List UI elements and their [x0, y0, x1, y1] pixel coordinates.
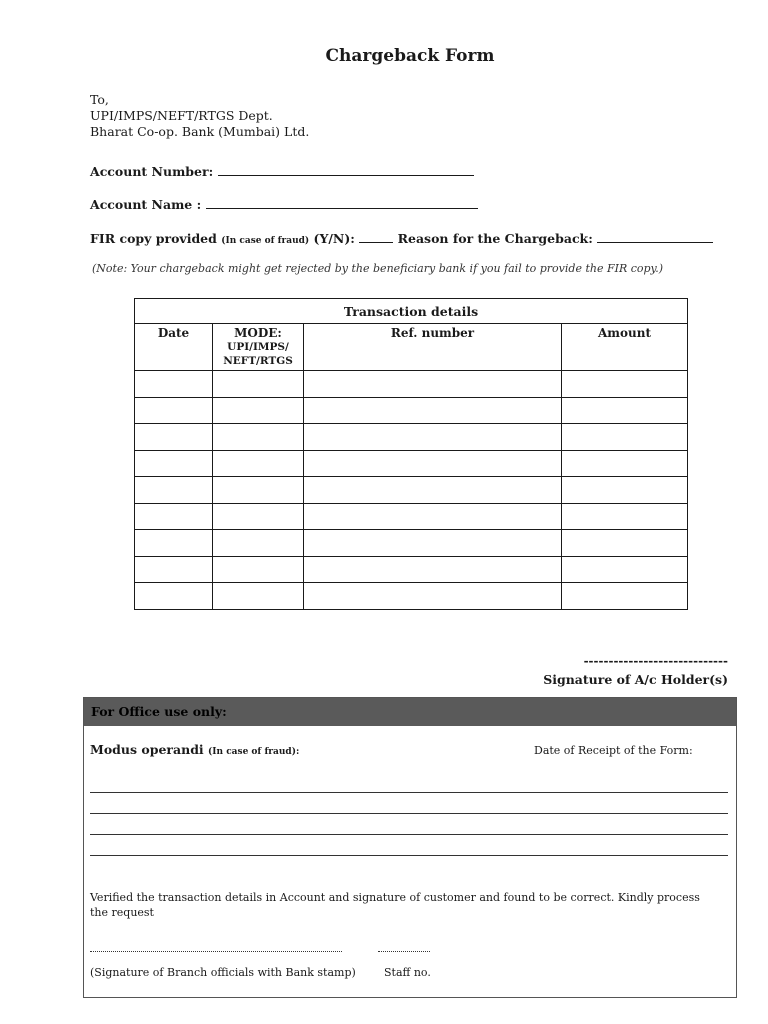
col-ref-number: Ref. number: [304, 324, 562, 371]
cell-amount[interactable]: [562, 371, 688, 398]
modus-line-1[interactable]: [90, 792, 728, 793]
transaction-rows: [135, 371, 688, 610]
cell-amount[interactable]: [562, 583, 688, 610]
cell-ref-number[interactable]: [304, 371, 562, 398]
staff-no-label: Staff no.: [384, 966, 431, 979]
cell-mode[interactable]: [213, 371, 304, 398]
col-mode-sub-1: UPI/IMPS/: [227, 341, 289, 353]
cell-mode[interactable]: [213, 397, 304, 424]
address-line-2: UPI/IMPS/NEFT/RTGS Dept.: [90, 108, 273, 123]
modus-label: Modus operandi: [90, 742, 204, 757]
cell-date[interactable]: [135, 477, 213, 504]
account-name-row: [90, 196, 478, 212]
cell-ref-number[interactable]: [304, 583, 562, 610]
cell-date[interactable]: [135, 371, 213, 398]
col-amount: Amount: [562, 324, 688, 371]
cell-mode[interactable]: [213, 530, 304, 557]
fir-fraud-note: (In case of fraud): [221, 236, 310, 246]
cell-mode[interactable]: [213, 424, 304, 451]
reason-input[interactable]: [597, 230, 713, 243]
table-row: [135, 371, 688, 398]
cell-mode[interactable]: [213, 477, 304, 504]
transaction-table-caption: Transaction details: [135, 299, 688, 324]
cell-date[interactable]: [135, 583, 213, 610]
cell-amount[interactable]: [562, 450, 688, 477]
signature-label: Signature of A/c Holder(s): [543, 672, 728, 687]
cell-date[interactable]: [135, 424, 213, 451]
account-name-input[interactable]: [206, 196, 478, 209]
office-use-header: For Office use only:: [84, 698, 736, 726]
cell-date[interactable]: [135, 450, 213, 477]
cell-ref-number[interactable]: [304, 530, 562, 557]
branch-signature-line[interactable]: [90, 951, 342, 952]
page-title: Chargeback Form: [325, 46, 495, 66]
cell-date[interactable]: [135, 397, 213, 424]
fir-note: (Note: Your chargeback might get rejected by the beneficiary bank if you fail to provide the FIR copy.): [92, 262, 664, 275]
table-row: [135, 583, 688, 610]
col-mode-sub-2: NEFT/RTGS: [223, 355, 293, 367]
cell-ref-number[interactable]: [304, 424, 562, 451]
modus-line-2[interactable]: [90, 813, 728, 814]
col-mode: [213, 324, 304, 371]
cell-amount[interactable]: [562, 503, 688, 530]
fir-row: [90, 230, 713, 246]
signature-line: -----------------------------: [583, 654, 728, 668]
cell-amount[interactable]: [562, 556, 688, 583]
table-row: [135, 397, 688, 424]
cell-mode[interactable]: [213, 583, 304, 610]
account-number-input[interactable]: [218, 163, 474, 176]
modus-operandi-label: [90, 742, 299, 757]
modus-colon: :: [295, 747, 300, 757]
fir-yn-input[interactable]: [359, 230, 393, 243]
cell-amount[interactable]: [562, 397, 688, 424]
cell-ref-number[interactable]: [304, 450, 562, 477]
table-row: [135, 530, 688, 557]
cell-mode[interactable]: [213, 503, 304, 530]
address-line-3: Bharat Co-op. Bank (Mumbai) Ltd.: [90, 124, 310, 139]
table-row: [135, 503, 688, 530]
modus-fraud-note: (In case of fraud): [208, 747, 296, 757]
cell-ref-number[interactable]: [304, 556, 562, 583]
table-row: [135, 450, 688, 477]
table-row: [135, 424, 688, 451]
recipient-address: [90, 92, 309, 140]
cell-date[interactable]: [135, 530, 213, 557]
modus-line-4[interactable]: [90, 855, 728, 856]
col-date: Date: [135, 324, 213, 371]
cell-ref-number[interactable]: [304, 477, 562, 504]
cell-date[interactable]: [135, 503, 213, 530]
account-number-label: Account Number:: [90, 164, 214, 179]
account-name-label: Account Name :: [90, 197, 202, 212]
cell-mode[interactable]: [213, 450, 304, 477]
reason-label: Reason for the Chargeback:: [397, 231, 593, 246]
fir-label: FIR copy provided: [90, 231, 217, 246]
cell-date[interactable]: [135, 556, 213, 583]
branch-signature-label: (Signature of Branch officials with Bank stamp): [90, 966, 356, 979]
table-row: [135, 556, 688, 583]
cell-amount[interactable]: [562, 424, 688, 451]
address-line-1: To,: [90, 92, 109, 107]
date-of-receipt-label: Date of Receipt of the Form:: [534, 744, 693, 757]
cell-ref-number[interactable]: [304, 503, 562, 530]
transaction-table: [134, 298, 688, 610]
cell-mode[interactable]: [213, 556, 304, 583]
fir-yn-label: (Y/N):: [313, 231, 355, 246]
account-number-row: [90, 163, 474, 179]
cell-ref-number[interactable]: [304, 397, 562, 424]
verification-statement: Verified the transaction details in Account and signature of customer and found to be correct. Kindly process the request: [90, 891, 700, 919]
office-use-section: [83, 697, 737, 998]
cell-amount[interactable]: [562, 477, 688, 504]
cell-amount[interactable]: [562, 530, 688, 557]
modus-line-3[interactable]: [90, 834, 728, 835]
staff-no-line[interactable]: [378, 951, 430, 952]
col-mode-label: MODE:: [234, 326, 282, 340]
table-row: [135, 477, 688, 504]
